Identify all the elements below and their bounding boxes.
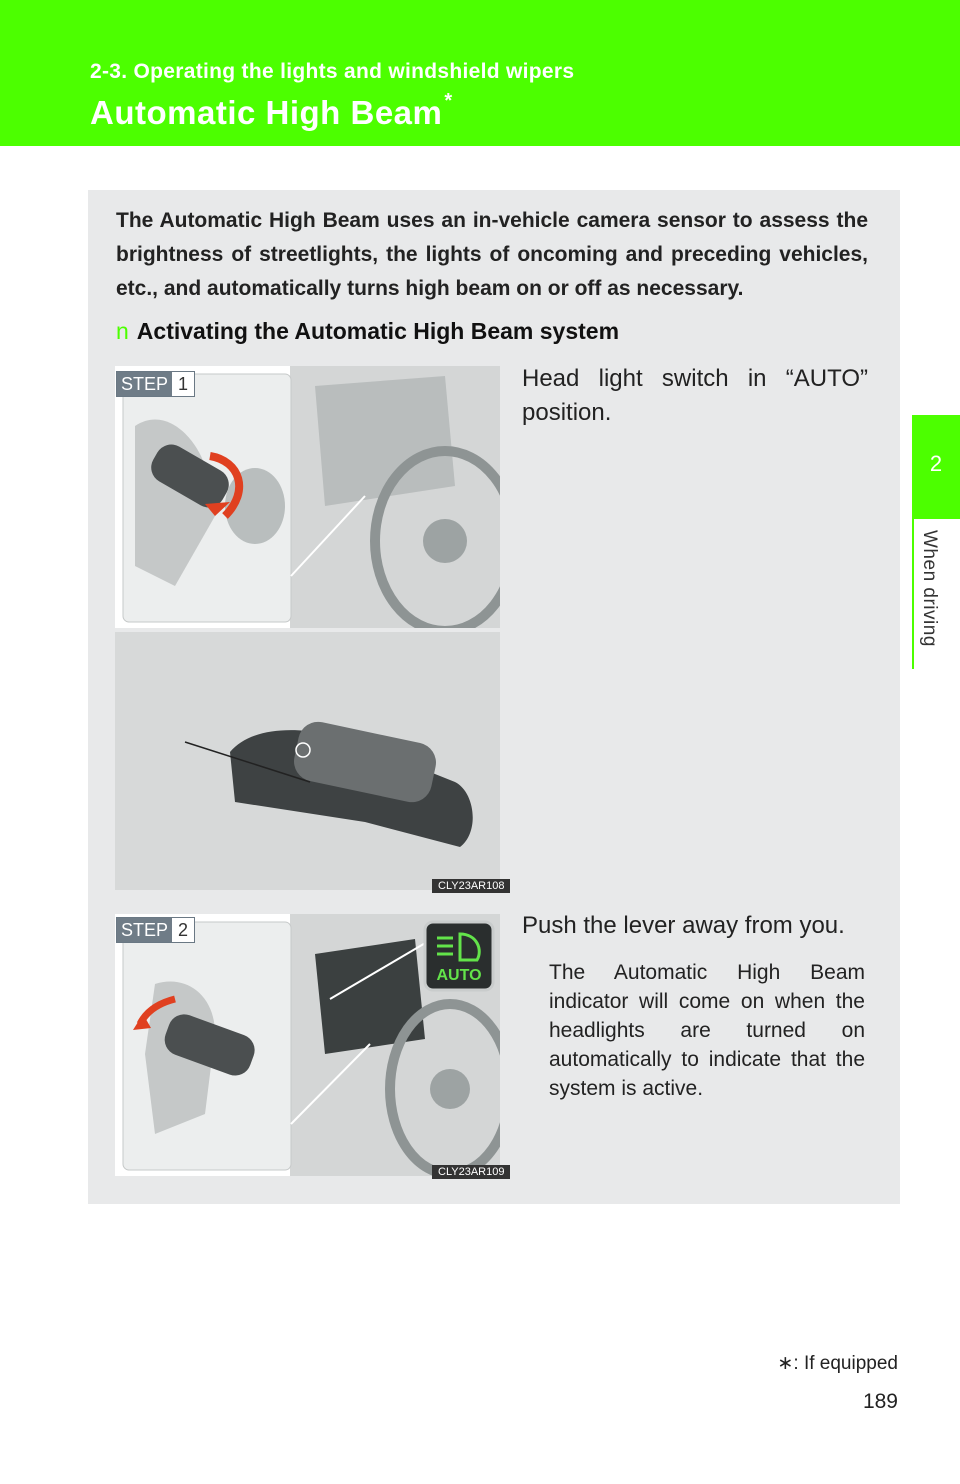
equipped-mark: * <box>444 90 453 112</box>
page-number: 189 <box>862 1390 898 1413</box>
step2-detail: The Automatic High Beam indicator will come on when the headlights are turned on automatically to indicate that the system is active. <box>549 961 865 1100</box>
step2-badge-label: STEP <box>117 918 172 942</box>
chapter-header <box>0 0 960 146</box>
step2-image-code: CLY23AR109 <box>432 1165 510 1179</box>
step2-badge-number: 2 <box>178 920 189 940</box>
chapter-tab <box>912 415 960 519</box>
step2-badge <box>116 917 195 943</box>
step1-badge-number: 1 <box>178 374 189 394</box>
bullet-icon: n <box>116 318 129 344</box>
auto-indicator-label: AUTO <box>436 967 482 984</box>
step1-badge-label: STEP <box>117 372 172 396</box>
step1-image-code: CLY23AR108 <box>432 879 510 893</box>
intro-paragraph: The Automatic High Beam uses an in-vehicle camera sensor to assess the brightness of streetlights, the lights of oncoming and preceding vehicles, etc., and automatically turns high beam on or off as necessary. <box>116 209 868 300</box>
step1-illustration-lever <box>115 632 500 890</box>
subheading <box>116 318 619 345</box>
chapter-tab-rule <box>912 519 914 669</box>
page-title <box>90 90 453 132</box>
chapter-label: When driving <box>919 530 940 647</box>
step1-badge <box>116 371 195 397</box>
step1-dashboard-drawing <box>115 366 500 628</box>
step2-text: Push the lever away from you. <box>522 912 845 939</box>
section-title: 2-3. Operating the lights and windshield wipers <box>90 60 575 83</box>
subheading-text: Activating the Automatic High Beam system <box>136 318 620 344</box>
footnote: ∗: If equipped <box>777 1353 898 1374</box>
step1-text: Head light switch in “AUTO” position. <box>522 365 868 426</box>
step2-drawing <box>115 914 500 1176</box>
step1-illustration-dashboard <box>115 366 500 628</box>
step2-illustration <box>115 914 500 1176</box>
step1-lever-drawing <box>115 632 500 890</box>
chapter-number: 2 <box>929 451 943 476</box>
page-title-text: Automatic High Beam <box>90 94 443 131</box>
